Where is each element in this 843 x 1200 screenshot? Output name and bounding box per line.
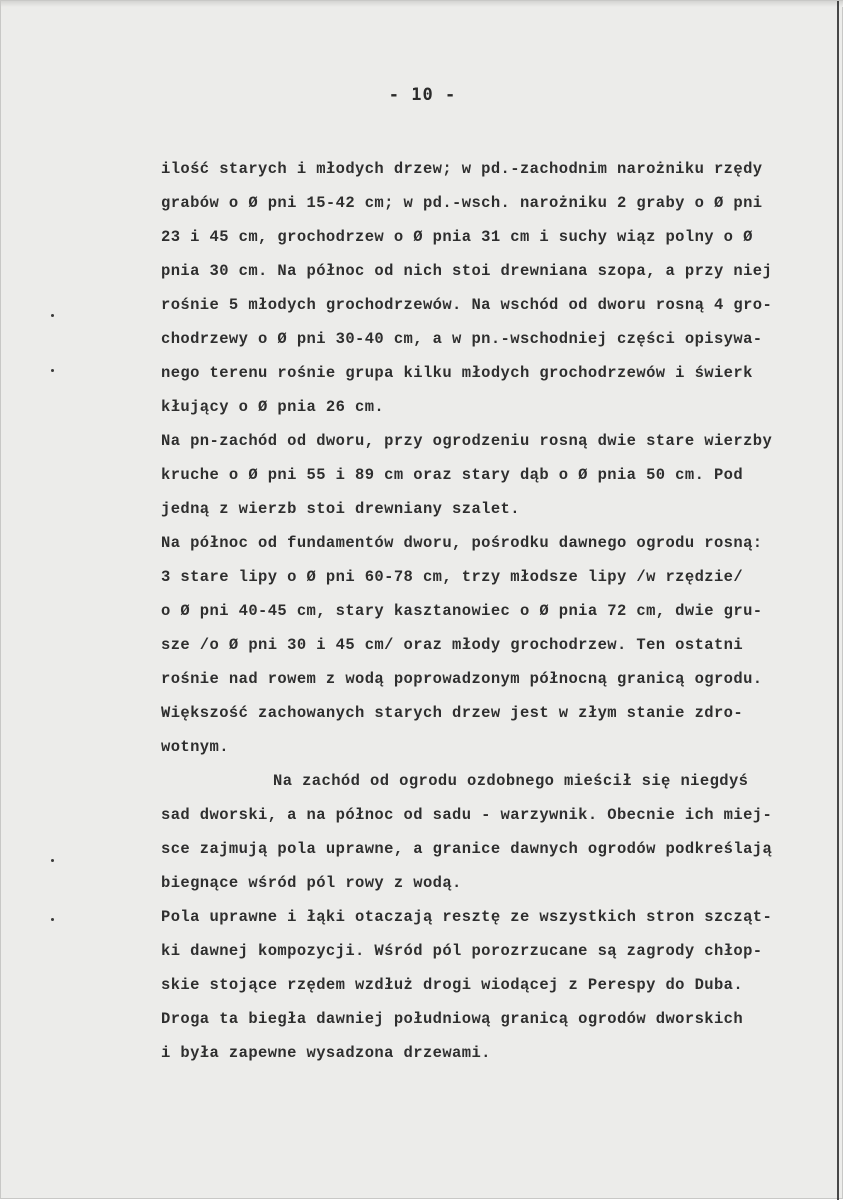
text-line: kruche o Ø pni 55 i 89 cm oraz stary dąb o Ø pnia 50 cm. Pod [161,466,744,484]
text-line: sze /o Ø pni 30 i 45 cm/ oraz młody grochodrzew. Ten ostatni [161,636,744,654]
text-line: Na pn-zachód od dworu, przy ogrodzeniu rosną dwie stare wierzby [161,432,773,450]
text-line: rośnie 5 młodych grochodrzewów. Na wschód od dworu rosną 4 gro- [161,296,773,314]
text-line: nego terenu rośnie grupa kilku młodych grochodrzewów i świerk [161,364,753,382]
page-top-shadow [1,1,843,7]
text-line: 3 stare lipy o Ø pni 60-78 cm, trzy młodsze lipy /w rzędzie/ [161,568,744,586]
text-line: rośnie nad rowem z wodą poprowadzonym północną granicą ogrodu. [161,670,763,688]
text-line: 23 i 45 cm, grochodrzew o Ø pnia 31 cm i suchy wiąz polny o Ø [161,228,753,246]
margin-speck [51,918,54,921]
text-line: o Ø pni 40-45 cm, stary kasztanowiec o Ø pnia 72 cm, dwie gru- [161,602,763,620]
text-line-indented: Na zachód od ogrodu ozdobnego mieścił się niegdyś [273,772,749,790]
text-line: sad dworski, a na północ od sadu - warzywnik. Obecnie ich miej- [161,806,773,824]
page-number: - 10 - [388,85,457,105]
text-line: Droga ta biegła dawniej południową granicą ogrodów dworskich [161,1010,744,1028]
margin-speck [51,314,54,317]
text-line: kłujący o Ø pnia 26 cm. [161,398,385,416]
text-line: wotnym. [161,738,229,756]
text-line: skie stojące rzędem wzdłuż drogi wiodącej z Perespy do Duba. [161,976,744,994]
page-right-edge [837,1,839,1200]
text-line: ilość starych i młodych drzew; w pd.-zachodnim narożniku rzędy [161,160,763,178]
body-text [161,152,821,1070]
text-line: i była zapewne wysadzona drzewami. [161,1044,491,1062]
text-line: sce zajmują pola uprawne, a granice dawnych ogrodów podkreślają [161,840,773,858]
text-line: Większość zachowanych starych drzew jest w złym stanie zdro- [161,704,744,722]
text-line: biegnące wśród pól rowy z wodą. [161,874,462,892]
text-line: chodrzewy o Ø pni 30-40 cm, a w pn.-wschodniej części opisywa- [161,330,763,348]
text-line: ki dawnej kompozycji. Wśród pól porozrzucane są zagrody chłop- [161,942,763,960]
text-line: grabów o Ø pni 15-42 cm; w pd.-wsch. narożniku 2 graby o Ø pni [161,194,763,212]
text-line: pnia 30 cm. Na północ od nich stoi drewniana szopa, a przy niej [161,262,773,280]
text-line: Pola uprawne i łąki otaczają resztę ze wszystkich stron szcząt- [161,908,773,926]
text-line: jedną z wierzb stoi drewniany szalet. [161,500,520,518]
margin-speck [51,369,54,372]
margin-speck [51,859,54,862]
text-line: Na północ od fundamentów dworu, pośrodku dawnego ogrodu rosną: [161,534,763,552]
